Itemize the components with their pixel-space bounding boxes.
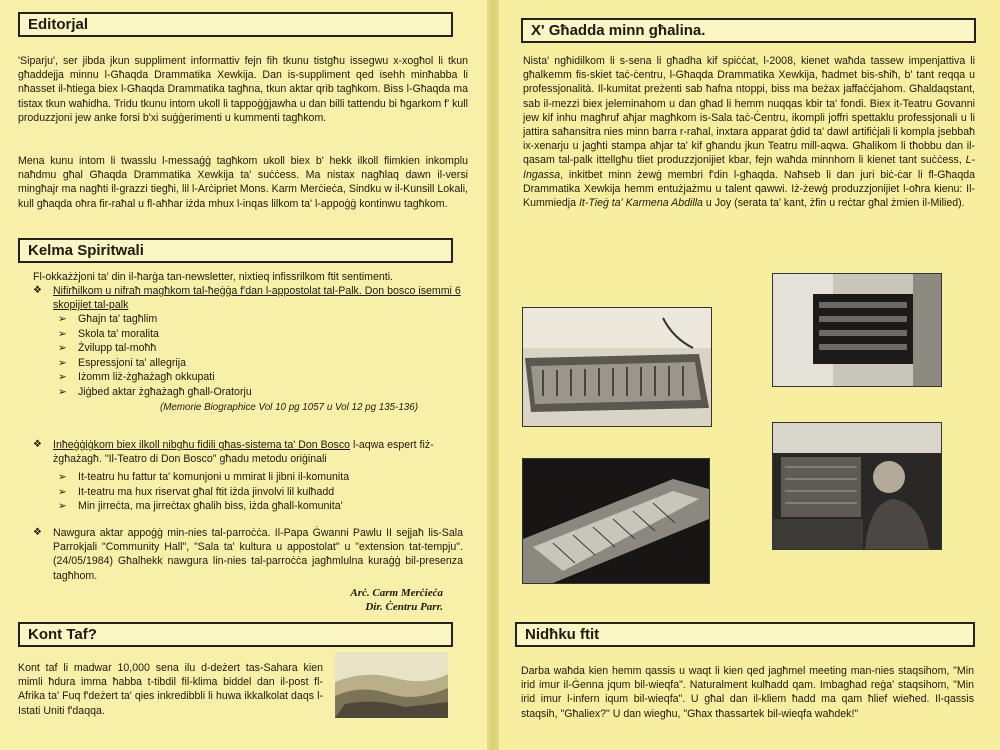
kelma-heading: Kelma Spiritwali [18, 238, 453, 263]
arrow-bullet-icon: ➢ [58, 485, 67, 498]
mixing-desk-image [523, 459, 709, 583]
arrow-bullet-icon: ➢ [58, 327, 67, 340]
list-item: ➢ Min jirreċta, ma jirreċtax għalih biss, iżda għall-komunita' [58, 500, 343, 513]
list-item: ➢ Jiġbed aktar żgħażagħ għall-Oratorju [58, 385, 252, 398]
xghadda-heading: X' Għadda minn għalina. [521, 18, 976, 43]
signature-title: Dir. Ċentru Parr. [365, 601, 443, 613]
kelma-bullet-1 [33, 284, 463, 312]
arrow-bullet-icon: ➢ [58, 371, 67, 384]
list-item: ➢ Iżomm liż-żgħażagħ okkupati [58, 371, 215, 384]
list-item: ➢ Żvilupp tal-moħħ [58, 342, 157, 355]
desert-photo [335, 652, 448, 718]
editorjal-heading: Editorjal [18, 12, 453, 37]
list-item: ➢ It-teatru ma hux riservat għal ftit iżda jinvolvi lil kulħadd [58, 485, 335, 498]
diamond-bullet-icon: ❖ [33, 527, 42, 538]
list-item: ➢ Skola ta' moralita [58, 327, 159, 340]
arrow-bullet-icon: ➢ [58, 356, 67, 369]
signature-name: Arċ. Carm Merċieċa [350, 587, 443, 599]
arrow-bullet-icon: ➢ [58, 385, 67, 398]
nidhku-heading: Nidħku ftit [515, 622, 975, 647]
teatro-list [58, 470, 463, 514]
kelma-bullet-3-text: Nawgura aktar appoġġ min-nies tal-parroċċa. Il-Papa Ġwanni Pawlu II sejjaħ lis-Sala Parrokjali "Community Hall", "Sala ta' kultura u appostolat" u "extension tat-tempju". (24/05/1984) Għalhekk nawgura lin-nies tal-parroċċa jagħmlulna kuraġġ bil-presenza tagħhom. [53, 527, 463, 582]
editorjal-paragraph-2: Mena kunu intom li twasslu l-messaġġ tagħkom ukoll biex b' hekk ilkoll flimkien inkomplu naħdmu għal Għaqda Drammatika Xewkija ta' suċċess. Ma nistax nagħlaq dawn il-versi mingħajr ma nagħti il-grazzi tiegħi, lil l-Arċipriet Mons. Karm Merċieċa, Sindku w il-Kunsill Lokali, kull għaqda oħra fir-raħal u fl-aħħar iżda mhux l-inqas lilkom ta' l-appoġġ kontinwu tagħkom. [18, 155, 468, 210]
kont-taf-text: Kont taf li madwar 10,000 sena ilu d-deżert tas-Sahara kien mimli ħdura imma ħabba t-tibdil fil-klima biddel dan il-post fl-Afrika ta' Fuq f'deżert ta' qies inkredibbli li huwa ikkalkolat daqs l-Istati Uniti f'daqqa. [18, 662, 323, 717]
technician-photo [772, 422, 942, 550]
dimmer-rack-image [773, 274, 941, 386]
kelma-bullet-2-text: l-aqwa espert fiż-żgħażagħ. "Il-Teatro di Don Bosco" għadu metodu oriġinali [53, 439, 434, 466]
kelma-bullet-2-underlined: Inħeġġiġkom biex ilkoll nibgħu fidili għas-sistema ta' Don Bosco [53, 439, 351, 451]
kelma-bullet-3 [33, 526, 463, 583]
list-item: ➢ Espressjoni ta' allegrija [58, 356, 187, 369]
kelma-intro: Fl-okkażżjoni ta' din il-ħarġa tan-newsletter, nixtieq infissrilkom ftit sentimenti. [33, 271, 393, 283]
technician-image [773, 423, 941, 549]
play-title-karmena: It-Tieġ ta' Karmena Abdilla [578, 197, 703, 210]
memorie-reference: (Memorie Biographice Vol 10 pg 1057 u Vol 12 pg 135-136) [160, 402, 418, 413]
kont-taf-heading: Kont Taf? [18, 622, 453, 647]
play-title-ingassa: L-Ingassa [523, 154, 975, 181]
mixing-desk-photo [522, 458, 710, 584]
arrow-bullet-icon: ➢ [58, 471, 67, 483]
page-gutter [487, 0, 499, 750]
editorjal-paragraph-1: 'Siparju', ser jibda jkun suppliment informattiv fejn fih tkunu tistgħu issegwu x-xogħol li tkun għaddejja minnu l-Għaqda Drammatika Xewkija. Dan is-suppliment qed isehh minħabba li nħasset il-ħtiega biex l-Għaqda Drammatika tagħna, tkun aktar qrib tagħkom. Biss l-Għaqda ma tistax tkun waħidha. Tridu tkunu intom ukoll li tappoġġjawha u dan billi tattendu bi ħgarkom f' kull produzzjoni jew anke forsi b'xi suġġerimenti u kummenti tagħkom. [18, 55, 468, 124]
list-item: ➢ It-teatru hu fattur ta' komunjoni u mmirat li jibni il-komunita [58, 471, 350, 483]
dimmer-rack-photo [772, 273, 942, 387]
diamond-bullet-icon: ❖ [33, 285, 42, 296]
arrow-bullet-icon: ➢ [58, 313, 67, 325]
desert-image [335, 652, 448, 718]
kelma-bullet-2 [33, 438, 463, 466]
lighting-console-image [523, 308, 711, 426]
arrow-bullet-icon: ➢ [58, 500, 67, 513]
diamond-bullet-icon: ❖ [33, 439, 42, 450]
signature-block [250, 586, 443, 614]
nidhku-text: Darba waħda kien hemm qassis u waqt li kien qed jagħmel meeting man-nies staqsihom, "Min irid imur il-Ġenna jqum bil-wieqfa". Naturalment kulħadd qam. Imbagħad reġa' staqsihom, "Min irid imur l-infern iqum bil-wieqfa". U għal dan il-kliem ħadd ma qam ħlief wieħed. Il-qassis staqsih, "Għaliex?" U dan wiegħu, "Għax tħassartek bil-wieqfa waħdek!" [521, 665, 974, 720]
kelma-bullet-1-text: Nifirħilkom u nifraħ magħkom tal-ħeġġa f'dan l-appostolat tal-Palk. Don bosco isemmi 6 skopijiet tal-palk [53, 285, 461, 312]
xghadda-text: Nista' ngħidilkom li s-sena li għadha kif spiċċat, l-2008, kienet waħda tassew impenjattiva li għalkemm fis-skiet taċ-ċentru, l-Għaqda Drammatika Xewkija, ħadmet bis-sħiħ, b' tant reqqa u professjonalità. Il-kumitat preżenti sab ħafna ntoppi, biss ma beżax jaffaċċjahom. Għaldaqstant, sab il-mezzi biex jeleminahom u dan għad li hemm nuqqas kbir ta' fondi. Biex it-Teatru Govanni jew kif inhu magħruf aħjar magħkom is-Sala taċ-Ċentru, ikompli joffri spettaklu professjonali u li jattira saħansitra nies minn barra r-raħal, inxtara apparat ġdid ta' dawl artifiċjali li kompla jsebbaħ ix-xenarju u jagħti stampa aħjar ta' kif għandu jkun Teatru mill-aqwa. Għalikom li tħobbu dan il-qasam tal-palk ittellgħu tliet produzzjonijiet kbar, fejn waħda minnhom li kienet tant suċċess, L-Ingassa, inkitbet minn żewġ membri f'din l-għaqda. Naħseb li dan juri biċ-ċar li fl-Għaqda Drammatika Xewkija hemm entużjażmu u talent qawwi. Iż-żewġ produzzjonijiet l-oħra kienu: Il-Kummiedja It-Tieġ ta' Karmena Abdilla u Joy (serata ta' kant, żfin u reċtar għal żmien il-Milied). [523, 55, 975, 210]
skopijiet-list [58, 312, 458, 400]
list-item: ➢ Għajn ta' tagħlim [58, 313, 158, 325]
lighting-console-photo [522, 307, 712, 427]
arrow-bullet-icon: ➢ [58, 342, 67, 355]
